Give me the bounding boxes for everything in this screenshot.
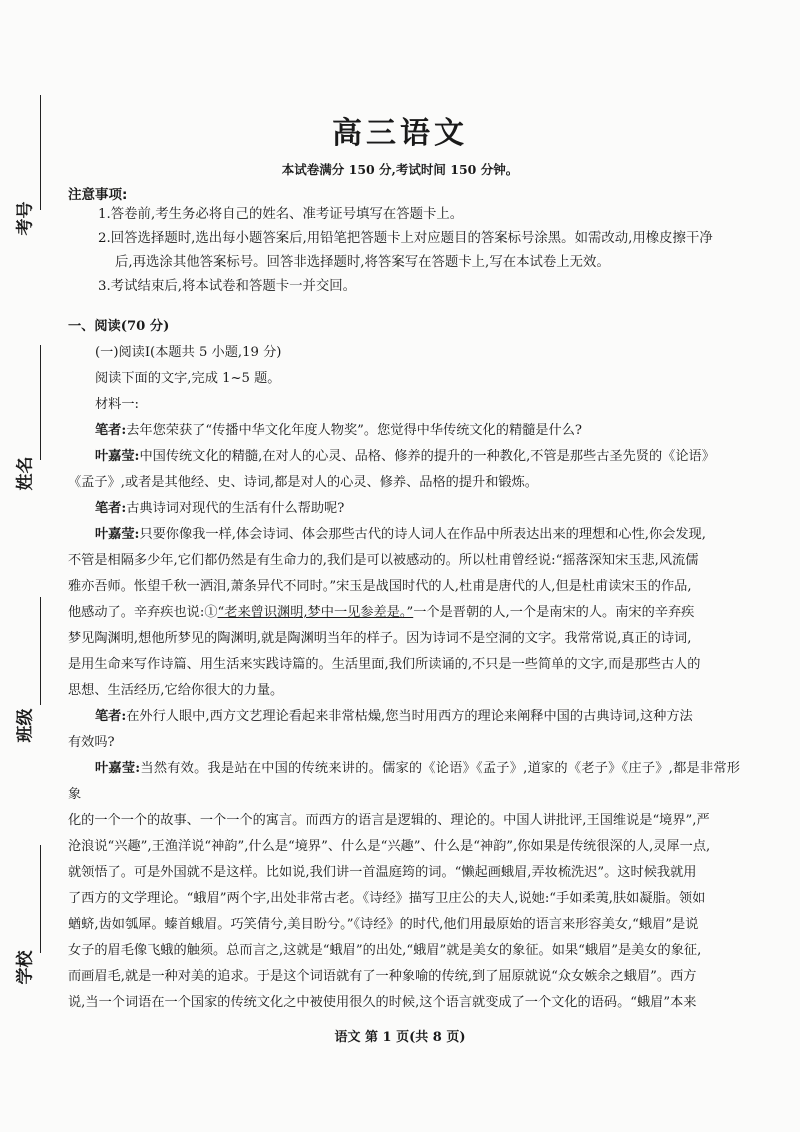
answer-text: 梦见陶渊明,想他所梦见的陶渊明,就是陶渊明当年的样子。因为诗词不是空洞的文字。我常常说,真正的诗词,: [68, 631, 692, 646]
section-heading: 一、阅读(70 分): [68, 319, 170, 334]
question-text: 有效吗?: [68, 735, 115, 750]
question-text: 古典诗词对现代的生活有什么帮助呢?: [126, 501, 345, 516]
speaker-label: 笔者:: [95, 423, 127, 438]
notice-item: 后,再选涂其他答案标号。回答非选择题时,将答案写在答题卡上,写在本试卷上无效。: [115, 255, 610, 270]
answer-text: 女子的眉毛像飞蛾的触须。总而言之,这就是“蛾眉”的出处,“蛾眉”就是美女的象征。如果“蛾眉”是美女的象征,: [68, 943, 702, 958]
interview-answer: [68, 756, 740, 808]
exam-info: 本试卷满分 150 分,考试时间 150 分钟。: [281, 162, 519, 177]
speaker-label: 叶嘉莹:: [95, 449, 140, 464]
answer-text: 是用生命来写作诗篇、用生活来实践诗篇的。生活里面,我们所读诵的,不只是一些简单的文字,而是那些古人的: [68, 657, 701, 672]
exam-number-label: 考号: [15, 201, 36, 236]
answer-text: 不管是相隔多少年,它们都仍然是有生命力的,我们是可以被感动的。所以杜甫曾经说:“摇落深知宋玉悲,风流儒: [68, 553, 699, 568]
page-title: 高三语文: [332, 116, 468, 151]
interview-question: [68, 496, 740, 522]
interview-answer: [68, 444, 740, 470]
interview-question: [68, 704, 740, 730]
name-label: 姓名: [15, 456, 36, 491]
class-label: 班级: [15, 708, 36, 743]
answer-text: 只要你像我一样,体会诗词、体会那些古代的诗人词人在作品中所表达出来的理想和心性,你会发现,: [139, 527, 706, 542]
speaker-label: 笔者:: [95, 501, 127, 516]
speaker-label: 笔者:: [95, 709, 127, 724]
instruction: 阅读下面的文字,完成 1~5 题。: [95, 371, 281, 386]
question-text: 在外行人眼中,西方文艺理论看起来非常枯燥,您当时用西方的理论来阐释中国的古典诗词,这种方法: [126, 709, 693, 724]
notice-item: 3.考试结束后,将本试卷和答题卡一并交回。: [98, 279, 357, 294]
notice-item: 2.回答选择题时,选出每小题答案后,用铅笔把答题卡上对应题目的答案标号涂黑。如需改动,用橡皮擦干净: [98, 231, 713, 246]
answer-text-segment: 他感动了。辛弃疾也说:①: [68, 605, 218, 620]
answer-text: 雅亦吾师。怅望千秋一洒泪,萧条异代不同时。”宋玉是战国时代的人,杜甫是唐代的人,但是杜甫读宋玉的作品,: [68, 579, 692, 594]
answer-text: 化的一个一个的故事、一个一个的寓言。而西方的语言是逻辑的、理论的。中国人讲批评,王国维说是“境界”,严: [68, 813, 710, 828]
answer-text: 中国传统文化的精髓,在对人的心灵、品格、修养的提升的一种教化,不管是那些古圣先贤的《论语》: [139, 449, 715, 464]
notice-heading: 注意事项:: [68, 187, 128, 203]
speaker-label: 叶嘉莹:: [95, 761, 141, 776]
name-line: [40, 345, 41, 460]
reading-section: [68, 314, 740, 1016]
question-text: 去年您荣获了“传播中华文化年度人物奖”。您觉得中华传统文化的精髓是什么?: [126, 423, 582, 438]
underlined-quote: “老来曾识渊明,梦中一见参差是。”: [217, 605, 414, 620]
answer-text: [68, 600, 740, 626]
page-footer: 语文 第 1 页(共 8 页): [334, 1030, 466, 1045]
answer-text-segment: 一个是晋朝的人,一个是南宋的人。南宋的辛弃疾: [413, 605, 695, 620]
answer-text: 当然有效。我是站在中国的传统来讲的。儒家的《论语》《孟子》,道家的《老子》《庄子》,都是非常形象: [68, 761, 740, 802]
class-line: [40, 597, 41, 705]
notice-item: 1.答卷前,考生务必将自己的姓名、准考证号填写在答题卡上。: [98, 207, 464, 222]
school-line: [40, 845, 41, 953]
answer-text: 沧浪说“兴趣”,王渔洋说“神韵”,什么是“境界”、什么是“兴趣”、什么是“神韵”,你如果是传统很深的人,灵犀一点,: [68, 839, 711, 854]
interview-question: [68, 418, 740, 444]
answer-text: 了西方的文学理论。“蛾眉”两个字,出处非常古老。《诗经》描写卫庄公的夫人,说她:“手如柔荑,肤如凝脂。领如: [68, 891, 706, 906]
answer-text: 思想、生活经历,它给你很大的力量。: [68, 683, 284, 698]
answer-text: 就领悟了。可是外国就不是这样。比如说,我们讲一首温庭筠的词。“懒起画蛾眉,弄妆梳洗迟”。这时候我就用: [68, 865, 697, 880]
answer-text: 说,当一个词语在一个国家的传统文化之中被使用很久的时候,这个语言就变成了一个文化的语码。“蛾眉”本来: [68, 995, 697, 1010]
answer-text: 《孟子》,或者是其他经、史、诗词,都是对人的心灵、修养、品格的提升和锻炼。: [68, 475, 538, 490]
school-label: 学校: [15, 950, 36, 985]
notice-list: [98, 203, 748, 299]
speaker-label: 叶嘉莹:: [95, 527, 140, 542]
sub-section-heading: (一)阅读Ⅰ(本题共 5 小题,19 分): [95, 345, 282, 360]
answer-text: 蝤蛴,齿如瓠犀。螓首蛾眉。巧笑倩兮,美目盼兮。”《诗经》的时代,他们用最原始的语言来形容美女,“蛾眉”是说: [68, 917, 699, 932]
answer-text: 而画眉毛,就是一种对美的追求。于是这个词语就有了一种象喻的传统,到了屈原就说“众女嫉余之蛾眉”。西方: [68, 969, 697, 984]
material-label: 材料一:: [95, 397, 140, 412]
interview-answer: [68, 522, 740, 548]
